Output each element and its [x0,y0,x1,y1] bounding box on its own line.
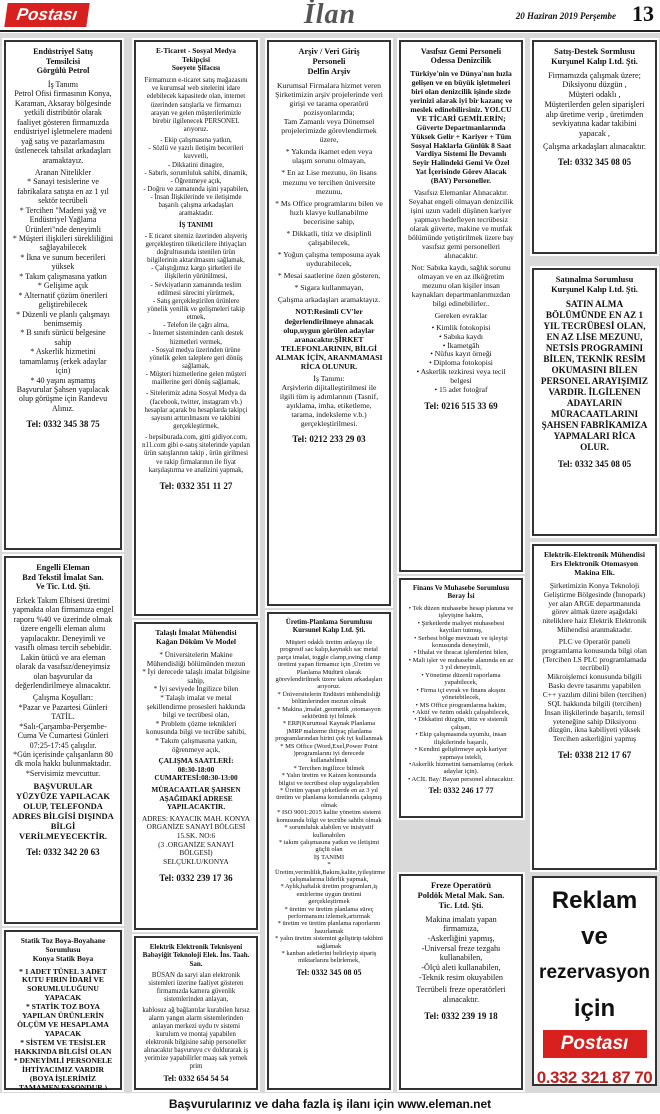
ad-phone: Tel: 0332 345 08 05 [557,459,632,470]
ad-phone: Tel: 0332 345 08 05 [557,157,632,168]
ad-text: * Yoğun çalışma temposuna ayak uydurabilecek, [277,250,381,269]
ad-address: ADRES: KAYACIK MAH. KONYA ORGANİZE SANAYİ BÖLGESİ 15.SK. NO:6 (3 .ORGANİZE SANAYİ BÖLGESİ) SELÇUKLU/KONYA [142,813,250,866]
section-title: İlan [303,0,357,30]
ad-text: * Sigara kullanmayan, [294,283,364,293]
ad-text: Müşteri odaklı üretim anlayışı ile progresif sac kalıp,kaynaklı sac metal parça imalat, toggle clamp,swing clamp üretimi yapan firmamız için ,Üretim ve Planlama Müdürü olarak görevlendirilmek üzere takım arkadaşları arıyoruz. * Üniversitelerin Endüstri mühendisliği bölümlerinden mezun olmak * Makina ,imalat ,geometik ,otomasyon sektörünü iyi bilmek * ERP(Kurumsal Kaynak Planlama )MRP malzeme ihtiyaç planlama programlarından birini çok iyi kullanmak * MS Office (Word,Exel,Power Point )programlarını iyi derecede kullanabilmek * Tercihen ingilizce bilmek * Yalın üretim ve Kaizen konusunda bilgisi ve tecrübesi olup uygulayabilen * Üretim yapan şirketlerde en az 3 yıl üretim ve planlama konularında çalışmış olmak * ISO 9001:2015 kalite yönetim sistemi konusunda bilgi ve tecrübe sahibi olmak * sorumluluk alabilen ve inisiyatif kullanabilen * takım çalışmasına yatkın ve iletişimi güçlü olan İŞ TANIMI * Üretim,verimlilik,Bakım,kalite,iyileştirme çalışmalarına liderlik yapmak, * Aylık,haftalık üretim programları,iş emirlerine uygun üretimi gerçekleştirmek * üretim ve üretim planlama süreç performansını izlemek,artırmak * üretim ve üretim planlama raporlarını hazırlamak * yalın üretim sistemini geliştirip takibini sağlamak * kanban adetlerini belirleyip sipariş miktarlarını belirlemek, [275,638,386,965]
ad-title: Satınalma Sorumlusu Kurşunel Kalıp Ltd. Şti. [551,275,638,294]
ad-text: * Dikkatli, titiz ve disiplinli çalışabilecek, [286,228,372,247]
ad-satinalma [532,268,657,536]
ad-phone: Tel: 0216 515 33 69 [424,401,498,412]
ad-phone: Tel: 0332 239 17 36 [159,872,233,883]
ad-notice: SATIN ALMA BÖLÜMÜNDE EN AZ 1 YIL TECRÜBESİ OLAN, EN AZ LİSE MEZUNU, NETSİS PROGRAMINI BİLEN, TEKNİK RESİM OKUMASINI BİLEN PERSONEL ARAYIŞIMIZ VARDIR. İLGİLENEN ADAYLARIN MÜRACAATLARINI ŞAHSEN FABRİKAMIZA YAPMALARI RİCA OLUR. [540,298,649,453]
ad-elektrik-muhendisi [532,544,657,870]
ad-text: * Ms Office programlarını bilen ve hızlı klavye kullanabilme becerisine sahip, [275,198,383,226]
reklam-line-3: rezervasyon [539,962,650,983]
ad-uretim-planlama [267,612,391,1090]
ad-text: Türkiye'nin ve Dünya'nın hızla gelişen ve en büyük işletmeleri biri olan denizcilik işinde sizde yerinizi alarak iyi bir kazanç ve meslek edinebilirsiniz. YOLCU VE TİCARİ GEMİLERİN; Güverte Departmanlarında Yüksek Gelir + Kariyer + Tüm Sosyal Haklarla Günlük 8 Saat Vardiya Sistemi İle Devamlı Seyir Halindeki Gemi Ve Özel Yat İçerisinde Görev Alacak (BAY) Personeller. [409,68,513,186]
ad-text: Makina imalatı yapan firmamıza, -Askerliğini yapmış, -Universal freze tezgahı kullanabilen, -Ölçü aleti kullanabilen, -Teknik resim okuyabilen [418,914,503,982]
ad-phone: Tel: 0338 212 17 67 [557,750,632,761]
ad-text: Kurumsal Firmalara hizmet veren Şirketimizin arşiv projelerinde veri girişi ve tarama operatörü pozisyonlarında; Tam Zamanlı veya Dönemsel projelerimizde görevlendirmek üzere, [275,80,383,145]
page-number: 13 [632,1,654,26]
ad-text: Firmamızda çalışmak üzere; Diksiyonu düzgün , Müşteri odaklı , Müşterilerden gelen siparişleri alıp üretime verip , üretimden sevkiyatına kadar takibini yapacak , [544,70,645,138]
ad-notice: * 1 ADET TÜNEL 3 ADET KUTU FIRIN İDARİ VE SORUMLULUĞUNU YAPACAK * STATİK TOZ BOYA YAPILAN ÜRÜNLERİN ÖLÇÜM VE HESAPLAMA YAPACAK * SİSTEM VE TESİSLER HAKKINDA BİLGİSİ OLAN * DENEYİMLİ PERSONELE İHTİYACIMIZ VARDIR (BOYA İŞLERİMİZ TAMAMEN FASONDUR.) [13,966,113,1092]
ad-text: • Kimlik fotokopisi • Sabıka kaydı • İkametgâh • Nüfus kayıt örneği • Diploma fotokopisi • Askerlik tezkiresi veya tecil belgesi • 15 adet fotoğraf [416,322,506,395]
ad-text: * En az Lise mezunu, ön lisans mezunu ve tercihen üniversite mezunu, [281,168,377,196]
ad-title: E-Ticaret - Sosyal Medya Tekipçisi Soeyete Şifacısı [156,46,236,73]
ad-text: Çalışma arkadaşları aramaktayız. [277,295,381,305]
ad-title: Finans Ve Muhasebe Sorumlusu Beray İsi [412,584,510,600]
ad-arsiv-veri-giris [267,40,391,606]
ad-phone: Tel: 0332 342 20 63 [26,847,100,858]
issue-date: 20 Haziran 2019 Perşembe [515,11,616,21]
ad-text: Not: Sabıka kaydı, sağlık sorunu olmayan ve en az ilköğretim mezunu olan kişiler insan kaynakları departmanlarımızdan bilgi edinebilirler.. [411,262,511,308]
ad-phone: Tel: 0332 351 11 27 [159,480,233,491]
ad-text: - Sitelerimiz adına Sosyal Medya da (facebook, twitter, instagram vb.) hesaplar açarak bu hesaplarda takipçi sayısını arttırılmasını ve takibini gerçekleştirmek, [144,390,248,430]
ad-title: Satış-Destek Sormlusu Kurşunel Kalıp Ltd. Şti. [551,47,638,66]
reklam-line-4: için [573,995,616,1022]
reklam-phone: 0.332 321 87 70 [536,1068,653,1087]
ad-heading: İŞ TANIMI [178,221,213,229]
advertising-box [532,876,657,1086]
ad-phone: Tel: 0332 345 08 05 [296,967,362,977]
ad-phone: Tel: 0332 654 54 54 [163,1073,229,1083]
page-footer: Başvurularınız ve daha fazla iş ilanı için www.eleman.net [0,1094,660,1114]
ad-title: Elektrik Elektronik Teknisyeni Babayiğit Teknoloji Elek. İns. Taah. San. [142,943,250,968]
ad-e-ticaret [134,40,258,616]
ad-title: Endüstriyel Satış Temsilcisi Görgülü Petrol [33,47,93,76]
ad-text: - hepsiburada.com, gitti gidiyor.com, n11.com gibi e-satış sitelerinde yapılan ürün satışlarının takip , ürün girilmesi ve rakip firmalarının ile fiyat karşılaştırma ve analizini yapmak, [142,434,250,474]
ad-statik-toz-boya [4,930,122,1090]
ad-engelli-eleman [4,556,122,924]
ad-talasli-imalat [134,622,258,930]
ad-text: İş Tanımı Petrol Ofisi firmasının Konya, Karaman, Aksaray bölgesinde yetkili distribütör olarak faaliyet gösteren firmamızda endüstriyel işletmelere madeni yağ satış ve pazarlamasını üstlenecek tahsilat arkadaşları aramaktayız. [13,80,113,165]
ad-text: • Tek düzen muhasebe hesap planına ve işleyişine hakim, • Şirketlerde maliyet muhasebesi kayıtları tutmuş, • Serbest bölge mevzuatı ve işleyişi konusunda deneyimli, • İthalat ve ihracat işlemlerini bilen, • Mali işler ve muhasebe alanında en az 3 yıl deneyimli, • Yönetime düzenli raporlama yapabilecek, • Firma içi evrak ve finans akışını yönetebilecek, • MS Office programlarına hakim, • Aktif ve özüm odaklı çalışabilecek, • Dikkatini düzgün, titiz ve sistemli çalışan, • Ekip çalışmasında uyumlu, insan ilişkilerinde başarılı, • Kendini geliştirmeye açık kariyer yapmaya istekli, •Askerlik hizmetini tamamlamış (erkek adaylar için). • ACİL Bay/ Bayan personel alınacaktır. [407,604,515,783]
ad-text: Firmamızın e-ticaret satış mağazasını ve kurumsal web sitelerini idare edebilecek kapasitede olan, internet üzerinden satışlarla ve firmamızı arayan ve gelen müşterilerimizle birebir ilgilenecek PERSONEL arıyoruz. [144,77,248,134]
ad-text: Çalışma Koşulları: *Pazar ve Pazartesi Günleri TATİL. *Salı-Çarşamba-Perşembe-Cuma Ve Cumartesi Günleri 07:25-17:45 çalışılır. *Gün içerisinde çalışanların 80 dk mola hakkı bulunmaktadır. *Servisimiz mevcuttur. [13,693,113,778]
ad-heading: Gereken evraklar [434,310,488,320]
ad-text: Tecrübeli freze operatörleri alınacaktır. [416,985,506,1005]
ad-title: Arşiv / Veri Giriş Personeli Delfin Arşiv [298,47,360,76]
ad-phone: Tel: 0332 345 38 75 [26,419,100,430]
ad-text: - E ticaret sitemiz üzerinden alışveriş gerçekleştiren tüketicilere ihtiyaçları doğrultusunda istenilen ürün bilgilerinin aktarılmasını sağlamak, - Çalıştığımız kargo şirketleri ile ilişkilerin yürütülmesi, - Sevkiyatların zamanında teslim edilmesi sürecini yürütmek, - Satış gerçekleştirilen ürünlere yönelik yenilik ve gelişmeleri takip etmek, - Telefon ile çağrı alma, - İnternet sisteminden canlı destek hizmetleri vermek, - Sosyal medya üzerinden ürüne yönelik gelen taleplere geri dönüş sağlamak, - Müşteri hizmetlerine gelen müşteri maillerine geri dönüş sağlamak, [144,232,248,387]
ad-hours: ÇALIŞMA SAATLERİ: 08:30-18:00 CUMARTESİ:08:30-13:00 [154,756,238,783]
ad-text: Erkek Takım Elbisesi üretimi yapmakta olan firmamıza engel raporu %40 ve üzerinde olmak üzere engelli eleman alımı yapılacaktır. Deneyimli ve vasıflı olması tercih sebebidir. Lakin ütücü ve ara eleman olarak da vasıfsız/deneyimsiz olan başvurular da değerlendirilmeye alınacaktır. [12,596,114,690]
reklam-logo: Postası [543,1030,647,1058]
ad-text: PLC ve Operatör paneli programlama konusunda bilgi olan (Tercihen LS PLC programlamada tecrübeli) Mikroişlemci konusunda bilgili Baskı devre tasarımı yapabilen C++ yazılım dilini bilen (tercihen) SQL hakkında bilgili (tercihen) İnsan ilişkilerinde başarılı, temsil yeteneğine sahip Diksiyonu düzgün, ikna kabiliyeti yüksek Tercihen askerliğini yapmış [542,636,647,744]
ad-text: - Ekip çalışmasına yatkın, - Sözlü ve yazılı iletişim becerileri kuvvetli, - Dikkatini dinagire, - Sabırlı, sorumluluk sahibi, dinamik, - Öğrenmeye açık, - Doğru ve zamanında işini yapabilen, - İnsan İlişkilerinde ve iletişimde başarılı çalışma arkadaşları aramaktadır. [143,137,249,218]
ad-freze-operatoru [399,874,523,1090]
page-header [0,0,660,32]
ad-text: * Mesai saatlerine özen gösteren, [277,271,381,281]
ad-title: Talaşlı İmalat Mühendisi Kağan Döküm Ve Model [155,628,237,646]
ad-title: Vasıfsız Gemi Personeli Odessa Denizcilik [420,47,502,66]
ad-notice: NOT:Resimli CV'ler değerlendirilmeye alınacak olup,uygun görülen adaylar aranacaktır.ŞİRKET TELEFONLARININ, BİLGİ ALMAK İÇİN, ARANMAMASI RİCA OLUNUR. [275,307,383,371]
newspaper-logo: Postası [4,3,89,27]
ad-phone: Tel: 0332 246 17 77 [428,786,494,796]
ad-notice: MÜRACAATLAR ŞAHSEN AŞAĞIDAKİ ADRESE YAPILACAKTIR. [151,785,241,812]
ad-phone: Tel: 0332 239 19 18 [424,1010,498,1021]
ad-phone: Tel: 0212 233 29 03 [292,434,366,445]
ad-vasifsiz-gemi [399,40,523,572]
ad-finans-muhasebe [399,578,523,818]
ad-text: BÜSAN da saryi alan elektronik sistemleri üzerine faaliyet gösteren firmamızda kamera güvenlik sistemlerinden anlayan, [148,971,244,1003]
ad-elektrik-teknisyeni [134,936,258,1090]
ad-text: * Yakında ikamet eden veya ulaşım sorunu olmayan, [285,147,373,166]
ad-text: kablosuz ağ bağlantılar kurabilen hırsız alarm yangın alarm sistemlerinden anlayan merkezi uydu tv sistemi kurulum ve montaj yapabilen elektronik bilgisine sahip personeller alınacaktır başvuruyu cv doldurarak iş yerimize yapabilirler maaş sak yemek prim [142,1006,250,1070]
ad-satis-destek [532,40,657,254]
ad-endustriyel-satis [4,40,122,550]
ad-title: Freze Operatörü Poldök Metal Mak. San. Tic. Ltd. Şti. [417,881,505,910]
ad-title: Engelli Eleman Bzd Tekstil İmalat San. Ve Tic. Ltd. Şti. [22,563,104,592]
ad-text: * Üniversitelerin Makine Mühendisliği bölümünden mezun * İyi derecede talaşlı imalat bilgisine sahip, * İyi seviyede İngilizce bilen * Talaşlı imalat ve metal şekillendirme prosesleri hakkında bilgi ve tecrübesi olan, * Problem çözme teknikleri konusunda bilgi ve tecrübe sahibi, * Takım çalışmasına yatkın, öğrenmeye açık, [142,649,250,754]
ad-text: Aranan Nitelikler * Sanayi tesislerine ve fabrikalara satışta en az 1 yıl sektör tecrübeli * Tercihen "Madeni yağ ve Endüstriyel Yağlama Ürünleri"nde deneyimli * Müşteri ilişkileri sürekliliğini sağlayabilecek * İkna ve sunum becerileri yüksek * Takım çalışmasına yatkın * Gelişime açık * Alternatif çözüm önerileri geliştirebilecek * Düzenli ve planlı çalışmayı benimsemiş * B sınıfı sürücü belgesine sahip * Askerlik hizmetini tamamlamış (erkek adaylar için) * 40 yaşını aşmamış Başvurular Şahsen yapılacak olup görüşme için Randevu Alınız. [12,167,114,413]
ad-text: Şirketimizin Konya Teknoloji Geliştirme Bölgesinde (İnnopark) yer alan ARGE departmanında görev almak üzere aşağıdaki niteliklere haiz Elektrik Elektronik Mühendisi aranmaktadır. [542,580,647,635]
ad-text: Vasıfsız Elemanlar Alınacaktır. Seyahat engeli olmayan denizcilik işini uzun vadeli düşünen kariyer yapmayı hedefleyen tecrübesiz olarak güverte, makine ve mutfak bölümünde yetiştirilmek üzere bay vasıfsız gemi personelleri alınacaktır. [408,188,514,260]
ad-title: Elektrik-Elektronik Mühendisi Ers Elektronik Otomasyon Makina Elk. [544,550,645,577]
ad-title: Üretim-Planlama Sorumlusu Kursunel Kalıp Ltd. Şti. [285,618,373,634]
ad-title: Statik Toz Boya-Boyahane Sorumlusu Konya Statik Boya [20,936,106,963]
ad-notice: BAŞVURULAR YÜZYÜZE YAPILACAK OLUP, TELEFONDA ADRES BİLGİSİ DIŞINDA BİLGİ VERİLMEYECEKTİR. [12,781,114,842]
ad-text: İş Tanımı: Arşivlerin dijitalleştirilmesi ile ilgili tüm iş adımlarının (Tasnif, ayıklama, imha, etiketleme, tarama, indeksleme v.b.) gerçekleştirilmesi. [279,373,379,429]
ad-text: Çalışma arkadaşları alınacaktır. [543,141,646,151]
reklam-line-1: Reklam [551,887,638,914]
reklam-line-2: ve [581,923,608,950]
